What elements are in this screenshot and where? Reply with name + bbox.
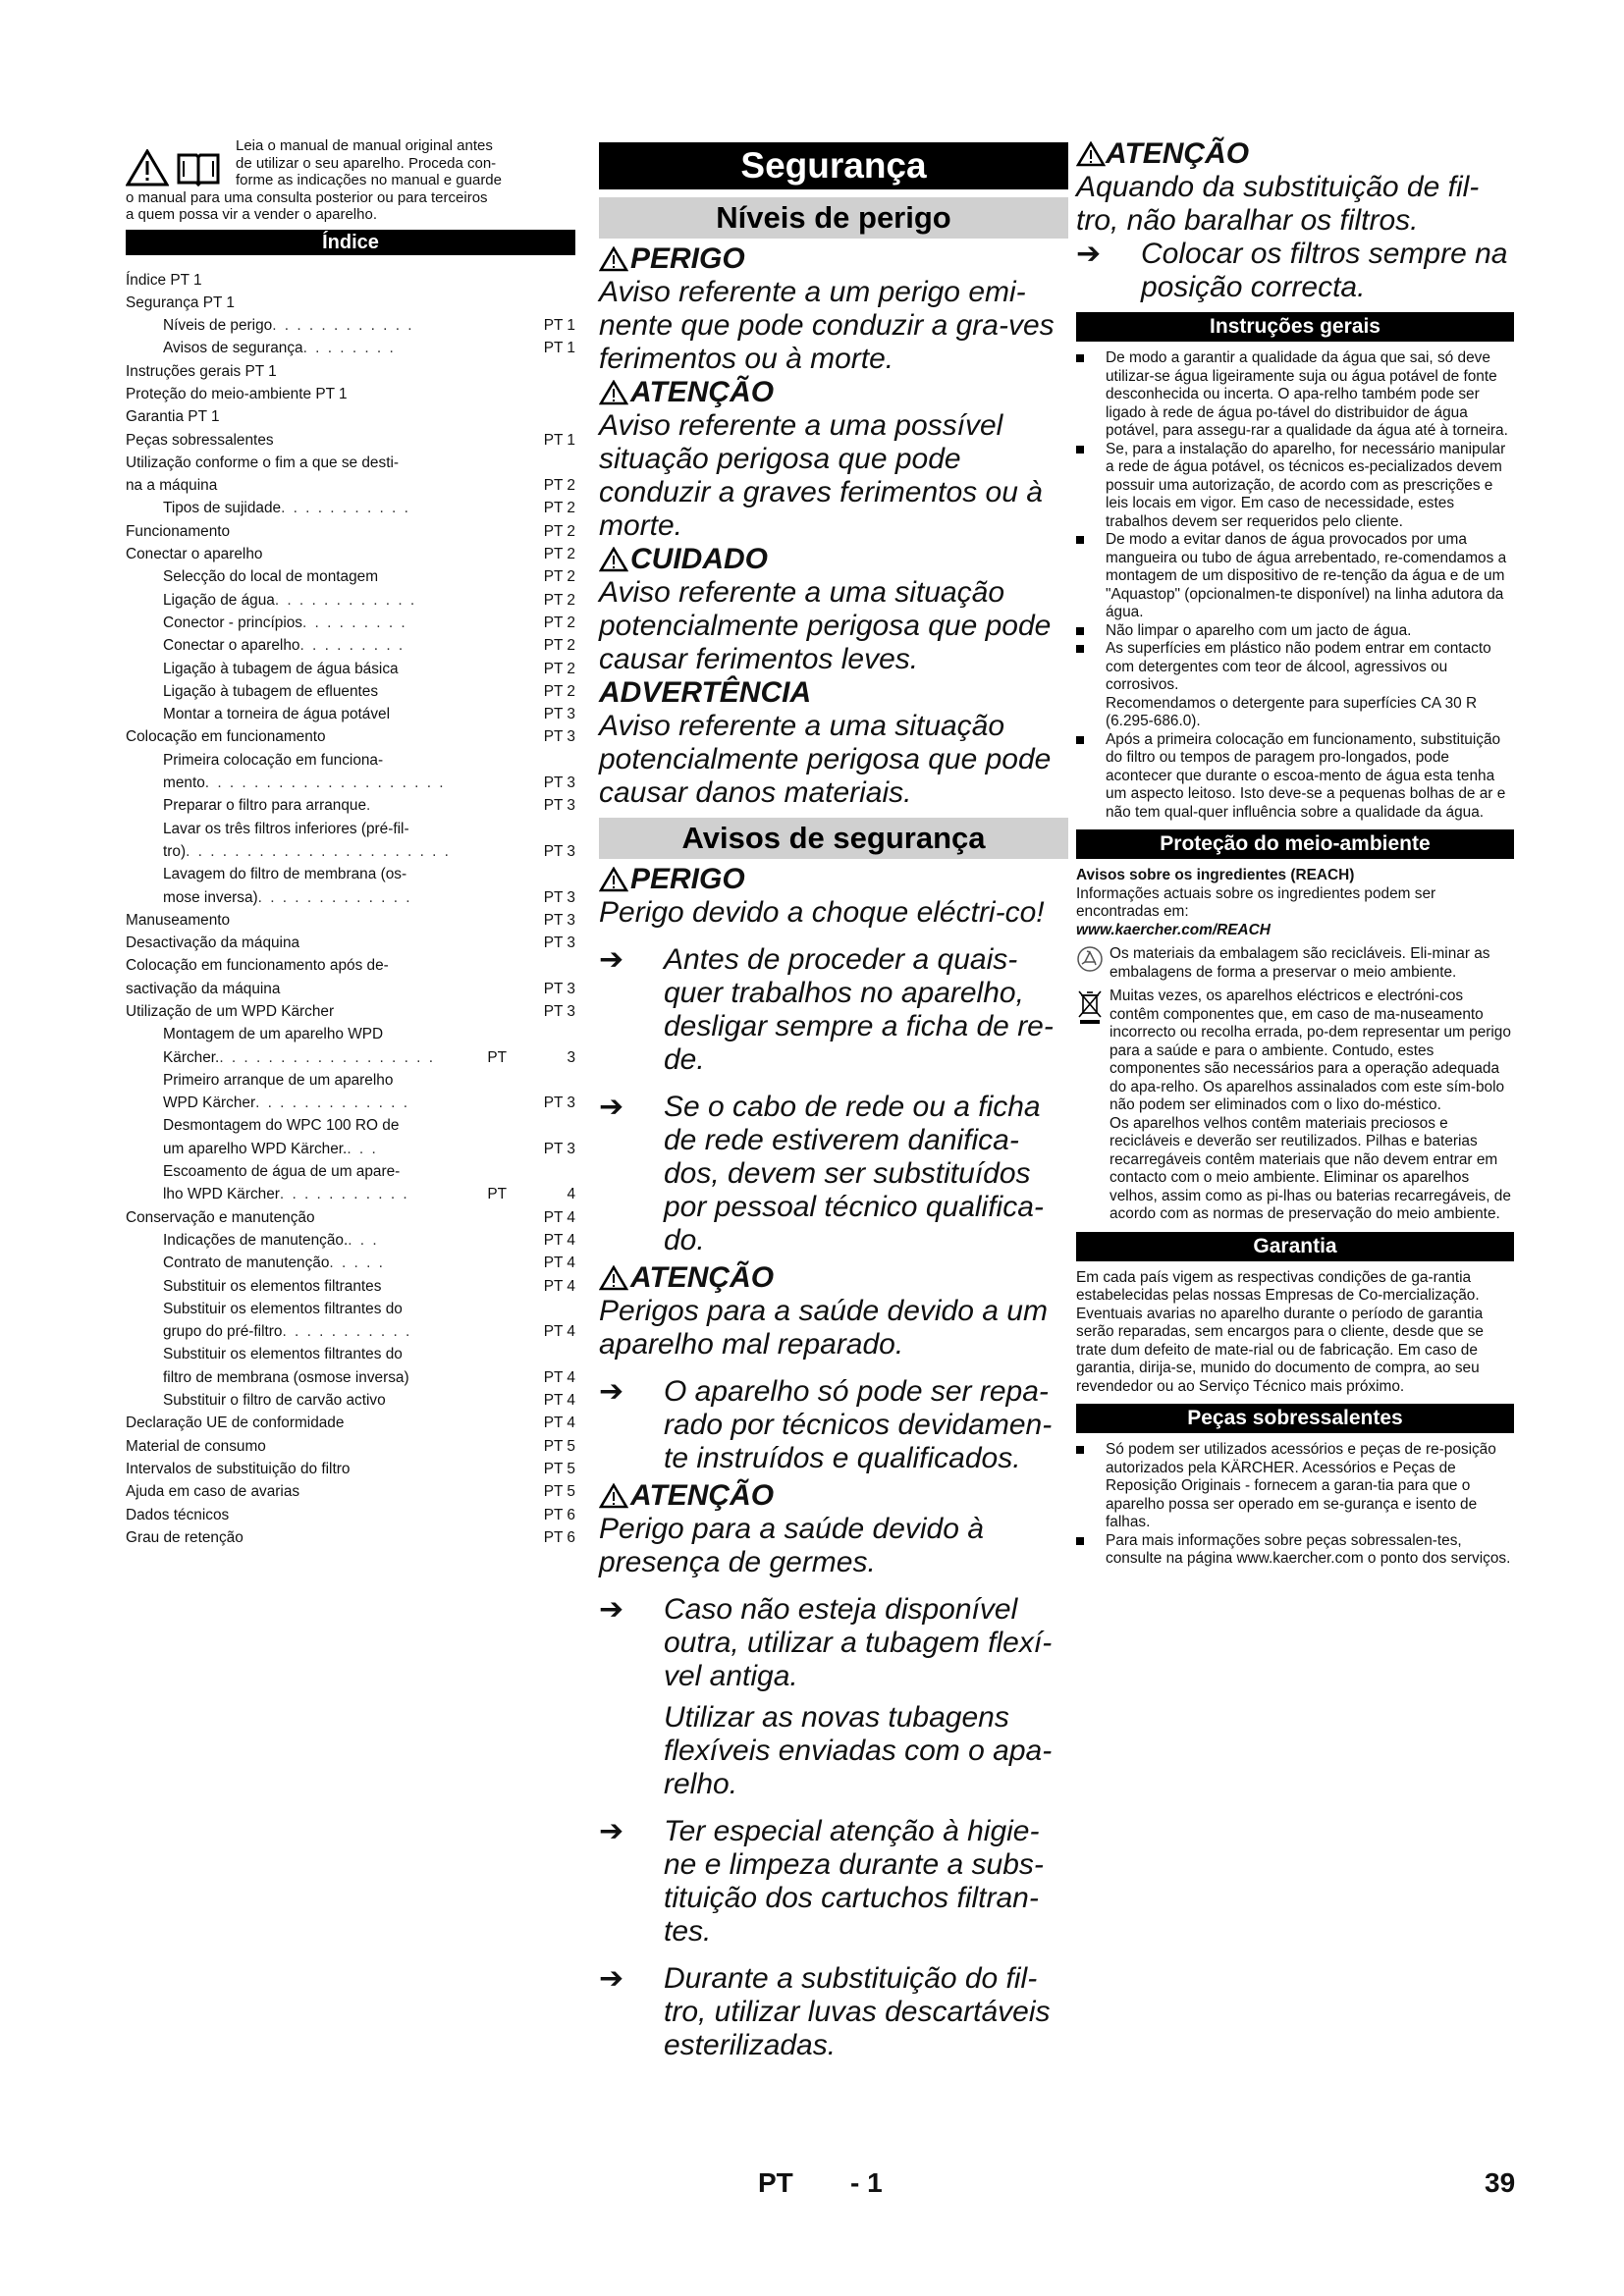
toc-page-ref: PT 2	[543, 614, 575, 631]
toc-entry[interactable]: grupo do pré-filtro . . . . . . . . . . . PT 4	[126, 1320, 575, 1343]
toc-entry[interactable]: Desactivação da máquina PT 3	[126, 932, 575, 954]
toc-page-ref: PT 5	[543, 1460, 575, 1477]
arrow-right-icon: ➔	[599, 943, 624, 976]
toc-page-ref: PT 3	[543, 797, 575, 815]
toc-page-ref: PT 5	[543, 1483, 575, 1501]
toc-page-ref: PT 1	[543, 431, 575, 449]
toc-page-ref: PT 3	[543, 1140, 575, 1157]
instruction-step: ➔ Ter especial atenção à higie-ne e limpeza durante a subs-tituição dos cartuchos filtran-tes.	[599, 1815, 1044, 1948]
toc-entry[interactable]: Proteção do meio-ambiente PT 1	[126, 385, 348, 402]
intro-line: forme as indicações no manual e guarde	[236, 172, 502, 188]
warning-heading-cuidado	[599, 543, 1068, 576]
toc-entry[interactable]: Desmontagem do WPC 100 RO de	[163, 1117, 400, 1135]
weee-note	[1076, 988, 1514, 1224]
manual-book-icon	[175, 149, 222, 187]
list-item: Não limpar o aparelho com um jacto de água.	[1076, 622, 1514, 641]
toc-entry[interactable]: na a máquina PT 2	[126, 474, 575, 497]
index-title: Índice	[126, 230, 575, 255]
warning-label: PERIGO	[630, 242, 745, 275]
reach-text: Informações actuais sobre os ingredientes podem ser encontradas em:	[1076, 884, 1436, 920]
arrow-right-icon: ➔	[599, 1815, 624, 1847]
toc-page-ref: PT 2	[543, 591, 575, 609]
list-item: As superfícies em plástico não podem entrar em contacto com detergentes com teor de álcool, agressivos ou corrosivos.	[1076, 640, 1514, 695]
toc-entry[interactable]: Funcionamento PT 2	[126, 520, 575, 543]
toc-page-ref: PT 3	[543, 1003, 575, 1020]
toc-page-ref: PT 3	[543, 911, 575, 929]
warning-text: Aviso referente a uma possível situação perigosa que pode conduzir a graves ferimentos ou à morte.	[599, 409, 1043, 542]
toc-page-ref: PT 5	[543, 1437, 575, 1455]
subsection-title-danger-levels: Níveis de perigo	[599, 197, 1068, 239]
toc-page-ref: PT 4	[543, 1415, 575, 1432]
arrow-right-icon: ➔	[599, 1091, 624, 1123]
toc-entry[interactable]: Conservação e manutenção PT 4	[126, 1206, 575, 1229]
notice-heading	[1076, 137, 1514, 171]
intro-icons	[126, 149, 234, 188]
toc-page-ref: PT 3	[543, 934, 575, 952]
intro-line: a quem possa vir a vender o aparelho.	[126, 206, 377, 223]
weee-text: Muitas vezes, os aparelhos eléctricos e electróni-cos contêm componentes que, em caso de ma-nuseamento incorrecto ou recolha errada, po-dem representar um perigo para a saúde e para o ambiente. Contudo, estes componentes são necessários para a operação adequada do apa-relho. Os aparelhos assinalados com este sím-bolo não podem ser eliminados com o lixo do-méstico.	[1110, 988, 1511, 1113]
warranty-text: Em cada país vigem as respectivas condições de ga-rantia estabelecidas pelas nossas Empresas de Co-mercialização. Eventuais avarias no aparelho durante o período de garantia serão reparadas, sem encargos para o cliente, desde que se trate dum defeito de mate-rial ou de fabricação. Em caso de garantia, dirija-se, munido do documento de compra, ao seu revendedor ou ao Serviço Técnico mais próximo.	[1076, 1268, 1484, 1395]
toc-entry[interactable]: Montar a torneira de água potável PT 3	[126, 703, 575, 725]
footer-section-page: - 1	[850, 2167, 883, 2198]
crossed-bin-icon	[1076, 988, 1104, 1027]
warning-heading-advertencia	[599, 676, 1068, 710]
section-title-safety: Segurança	[599, 142, 1068, 189]
toc-page-ref: PT 3	[543, 774, 575, 792]
intro-line: de utilizar o seu aparelho. Proceda con-	[236, 154, 497, 172]
toc-entry[interactable]: Montagem de um aparelho WPD	[163, 1026, 384, 1043]
toc-entry[interactable]: Preparar o filtro para arranque . PT 3	[126, 794, 575, 817]
weee-text-2: Os aparelhos velhos contêm materiais preciosos e recicláveis e deverão ser reutilizados. Pilhas e baterias recarregáveis contêm materiais que não devem entrar em contacto com o meio ambiente. Eliminar os aparelhos velhos, assim como as pi-lhas ou baterias recarregáveis, de acordo com as normas de preservação do meio ambiente.	[1110, 1114, 1511, 1222]
toc-entry[interactable]: Primeiro arranque de um aparelho	[163, 1071, 394, 1089]
toc-page-ref: PT 2	[543, 682, 575, 700]
warning-text: Aviso referente a um perigo emi-nente que pode conduzir a gra-ves ferimentos ou à morte.	[599, 276, 1055, 375]
toc-entry[interactable]: Conectar o aparelho . . . . . . . . . PT 2	[126, 634, 575, 657]
recycling-note: Os materiais da embalagem são recicláveis. Eli-minar as embalagens de forma a preservar o meio ambiente.	[1076, 945, 1514, 982]
warning-label: ADVERTÊNCIA	[599, 676, 812, 709]
warning-heading-atencao	[599, 376, 1068, 409]
toc-page-ref: PT 2	[543, 477, 575, 495]
notice-text: Perigo para a saúde devido à presença de germes.	[599, 1513, 984, 1578]
toc-entry[interactable]: Ligação à tubagem de efluentes PT 2	[126, 680, 575, 703]
toc-entry[interactable]: Substituir os elementos filtrantes do	[163, 1300, 403, 1317]
toc-entry[interactable]: Indicações de manutenção. . . . PT 4	[126, 1229, 575, 1252]
toc-page-ref: PT	[487, 1048, 507, 1066]
warning-triangle-icon	[599, 867, 628, 892]
toc-page-ref: PT	[487, 1186, 507, 1203]
toc-page-ref: PT 4	[543, 1208, 575, 1226]
toc-entry[interactable]: Substituir os elementos filtrantes do	[163, 1346, 403, 1363]
instruction-step: ➔ O aparelho só pode ser repa-rado por técnicos devidamen-te instruídos e qualificados.	[599, 1375, 1053, 1474]
warning-label: ATENÇÃO	[630, 1261, 775, 1294]
arrow-right-icon: ➔	[1076, 238, 1102, 270]
intro-block	[126, 137, 575, 224]
toc-entry[interactable]: filtro de membrana (osmose inversa) PT 4	[126, 1366, 575, 1389]
toc-entry[interactable]: Ligação de água . . . . . . . . . . . . PT 2	[126, 589, 575, 612]
left-column	[126, 137, 575, 1549]
toc-entry[interactable]: Colocação em funcionamento PT 3	[126, 725, 575, 748]
notice-text: Aquando da substituição de fil-tro, não baralhar os filtros.	[1076, 171, 1480, 237]
toc-entry[interactable]: lho WPD Kärcher . . . . . . . . . . . PT 4	[126, 1183, 575, 1205]
toc-page-ref: PT 3	[543, 1095, 575, 1112]
toc-entry[interactable]: Índice PT 1	[126, 271, 202, 289]
toc-page-ref: PT 4	[543, 1392, 575, 1410]
toc-entry[interactable]: tro) . . . . . . . . . . . . . . . . . . . . . . PT 3	[126, 840, 575, 863]
subsection-title-safety-notices: Avisos de segurança	[599, 818, 1068, 859]
toc-entry[interactable]: Intervalos de substituição do filtro PT 5	[126, 1458, 575, 1480]
toc-page-ref: PT 2	[543, 500, 575, 517]
toc-entry[interactable]: Declaração UE de conformidade PT 4	[126, 1412, 575, 1434]
notice-heading	[599, 1261, 1068, 1295]
toc-entry[interactable]: Grau de retenção PT 6	[126, 1526, 575, 1549]
toc-page-ref: PT 2	[543, 660, 575, 677]
toc-entry[interactable]: mose inversa) . . . . . . . . . . . . . PT 3	[126, 886, 575, 909]
toc-entry[interactable]: Dados técnicos PT 6	[126, 1504, 575, 1526]
notice-text: Perigos para a saúde devido a um aparelho mal reparado.	[599, 1295, 1048, 1361]
toc-page-ref: PT 2	[543, 568, 575, 586]
warning-label: ATENÇÃO	[630, 1479, 775, 1512]
toc-entry[interactable]: Conectar o aparelho PT 2	[126, 543, 575, 565]
toc-entry[interactable]: Utilização de um WPD Kärcher PT 3	[126, 1000, 575, 1023]
warning-label: ATENÇÃO	[630, 376, 775, 408]
instruction-step: ➔ Caso não esteja disponível outra, utilizar a tubagem flexí-vel antiga.	[599, 1593, 1053, 1692]
notice-heading	[599, 1479, 1068, 1513]
section-title-warranty: Garantia	[1076, 1232, 1514, 1261]
toc-entry[interactable]: Colocação em funcionamento após de-	[126, 957, 389, 975]
toc-entry[interactable]: Substituir os elementos filtrantes PT 4	[126, 1275, 575, 1298]
toc-entry[interactable]: um aparelho WPD Kärcher. . . . PT 3	[126, 1138, 575, 1160]
toc-entry[interactable]: Garantia PT 1	[126, 408, 220, 426]
section-title-environment: Proteção do meio-ambiente	[1076, 829, 1514, 859]
toc-page-ref: PT 4	[543, 1368, 575, 1386]
toc-page-ref: PT 2	[543, 637, 575, 655]
toc-page-ref: PT 4	[543, 1323, 575, 1341]
toc-page-ref: PT 4	[543, 1277, 575, 1295]
reach-link[interactable]: www.kaercher.com/REACH	[1076, 921, 1271, 938]
toc-entry[interactable]: Segurança PT 1	[126, 294, 235, 311]
toc-page-ref: PT 2	[543, 522, 575, 540]
toc-entry[interactable]: Primeira colocação em funciona-	[163, 751, 384, 769]
list-item: Só podem ser utilizados acessórios e peças de re-posição autorizados pela KÄRCHER. Acessórios e Peças de Reposição Originais - fornecem a garan-tia para que o aparelho possa ser operado em se-gurança e isento de falhas.	[1076, 1441, 1514, 1532]
footer-language: PT	[758, 2167, 793, 2198]
toc-page-ref: PT 3	[543, 980, 575, 997]
arrow-right-icon: ➔	[599, 1375, 624, 1408]
list-item: Se, para a instalação do aparelho, for necessário manipular a rede de água potável, os técnicos es-pecializados devem possuir uma autorização, de acordo com as prescrições e leis locais em vigor. Em caso de necessidade, estes trabalhos devem ser requeridos pelo cliente.	[1076, 441, 1514, 532]
toc-entry[interactable]: Instruções gerais PT 1	[126, 362, 277, 380]
instruction-step: ➔ Antes de proceder a quais-quer trabalhos no aparelho, desligar sempre a ficha de re-de.	[599, 943, 1054, 1076]
warning-triangle-icon	[599, 1265, 628, 1291]
instruction-step: ➔ Se o cabo de rede ou a ficha de rede estiverem danifica-dos, devem ser substituídos por pessoal técnico qualifica-do.	[599, 1091, 1044, 1256]
toc-entry[interactable]: Escoamento de água de um apare-	[163, 1163, 401, 1181]
warning-triangle-icon	[599, 1483, 628, 1509]
toc-page-ref: PT 4	[543, 1255, 575, 1272]
arrow-right-icon: ➔	[599, 1593, 624, 1626]
warning-triangle-icon	[599, 547, 628, 572]
toc-entry[interactable]: Manuseamento PT 3	[126, 909, 575, 932]
toc-entry[interactable]: Conector - princípios . . . . . . . . . PT 2	[126, 612, 575, 634]
page-number: 39	[1485, 2167, 1516, 2198]
toc-entry[interactable]: Lavagem do filtro de membrana (os-	[163, 866, 407, 883]
arrow-right-icon: ➔	[599, 1962, 624, 1995]
middle-column	[599, 137, 1068, 2062]
toc-page-ref: PT 3	[543, 728, 575, 746]
general-instructions-list	[1076, 349, 1514, 822]
right-column	[1076, 137, 1514, 1569]
recycle-icon	[1076, 945, 1104, 973]
toc-page-ref: PT 6	[543, 1506, 575, 1523]
instruction-step-continued: Utilizar as novas tubagens flexíveis enviadas com o apa-relho.	[664, 1701, 1053, 1800]
toc-entry[interactable]: Avisos de segurança . . . . . . . . PT 1	[126, 337, 575, 359]
toc-page-ref: PT 2	[543, 546, 575, 563]
toc-page-ref: PT 3	[543, 706, 575, 723]
toc-page-ref: PT 3	[543, 888, 575, 906]
toc-entry[interactable]: Contrato de manutenção . . . . . PT 4	[126, 1252, 575, 1274]
warning-triangle-icon	[126, 149, 169, 187]
warning-triangle-icon	[599, 380, 628, 405]
warning-label: PERIGO	[630, 863, 745, 895]
toc-page-ref: PT 1	[543, 317, 575, 335]
warning-text: Aviso referente a uma situação potencialmente perigosa que pode causar danos materiais.	[599, 710, 1052, 809]
notice-text: Perigo devido a choque eléctri-co!	[599, 896, 1045, 929]
list-item: De modo a garantir a qualidade da água que sai, só deve utilizar-se água ligeiramente suja ou água potável de fonte desconhecida ou incerta. O apa-relho também pode ser ligado à rede de água po-tável do distribuidor de água potável, para assegu-rar a qualidade da água até à torneira.	[1076, 349, 1514, 441]
list-item: De modo a evitar danos de água provocados por uma mangueira ou tubo de água arrebentado, re-comendamos a montagem de um dispositivo de re-tenção da água e de um "Aquastop" (opcionalmen-te disponível) na linha adutora da água.	[1076, 531, 1514, 622]
toc-entry[interactable]: Ajuda em caso de avarias PT 5	[126, 1480, 575, 1503]
list-item-note: Recomendamos o detergente para superfícies CA 30 R (6.295-686.0).	[1106, 694, 1478, 729]
list-item: Após a primeira colocação em funcionamento, substituição do filtro ou tempos de paragem pro-longados, pode acontecer que durante o escoa-mento de água esta tenha um aspecto leitoso. Isto deve-se a pequenas bolhas de ar e não tem qual-quer influência sobre a qualidade da água.	[1076, 731, 1514, 823]
section-title-spare-parts: Peças sobressalentes	[1076, 1404, 1514, 1433]
toc-entry[interactable]: sactivação da máquina PT 3	[126, 978, 575, 1000]
warning-label: CUIDADO	[630, 543, 768, 575]
instruction-step: ➔ Colocar os filtros sempre na posição correcta.	[1076, 238, 1508, 303]
toc-page-ref: PT 4	[543, 1231, 575, 1249]
toc-entry[interactable]: Utilização conforme o fim a que se desti-	[126, 454, 400, 471]
spare-parts-list	[1076, 1441, 1514, 1569]
toc-page-ref: PT 3	[543, 842, 575, 860]
instruction-step: ➔ Durante a substituição do fil-tro, utilizar luvas descartáveis esterilizadas.	[599, 1962, 1051, 2061]
toc-entry[interactable]: Ligação à tubagem de água básica PT 2	[126, 658, 575, 680]
toc-entry[interactable]: Níveis de perigo . . . . . . . . . . . . PT 1	[126, 314, 575, 337]
intro-line: Leia o manual de manual original antes	[236, 137, 493, 154]
warning-heading-perigo	[599, 242, 1068, 276]
notice-heading	[599, 863, 1068, 896]
toc-entry[interactable]: Peças sobressalentes PT 1	[126, 429, 575, 452]
toc-entry[interactable]: Kärcher. . . . . . . . . . . . . . . . . . . PT 3	[126, 1046, 575, 1069]
toc-entry[interactable]: Tipos de sujidade . . . . . . . . . . . PT 2	[126, 497, 575, 519]
intro-line: o manual para uma consulta posterior ou para terceiros	[126, 188, 488, 206]
list-item: Para mais informações sobre peças sobressalen-tes, consulte na página www.kaercher.com o ponto dos serviços.	[1076, 1532, 1514, 1569]
toc-entry[interactable]: Substituir o filtro de carvão activo PT 4	[126, 1389, 575, 1412]
warning-label: ATENÇÃO	[1106, 137, 1250, 170]
toc-page-ref: PT 6	[543, 1528, 575, 1546]
toc-entry[interactable]: Lavar os três filtros inferiores (pré-fil-	[163, 820, 409, 837]
toc-entry[interactable]: Material de consumo PT 5	[126, 1435, 575, 1458]
toc-page-ref: PT 1	[543, 340, 575, 357]
warning-triangle-icon	[1076, 141, 1106, 167]
warning-triangle-icon	[599, 246, 628, 272]
toc-entry[interactable]: mento . . . . . . . . . . . . . . . . . . . . PT 3	[126, 772, 575, 794]
reach-heading: Avisos sobre os ingredientes (REACH)	[1076, 867, 1355, 883]
toc-entry[interactable]: WPD Kärcher . . . . . . . . . . . . . PT 3	[126, 1092, 575, 1114]
warning-text: Aviso referente a uma situação potencialmente perigosa que pode causar ferimentos leves.	[599, 576, 1052, 675]
section-title-general-instructions: Instruções gerais	[1076, 312, 1514, 342]
table-of-contents	[126, 269, 575, 1550]
toc-entry[interactable]: Selecção do local de montagem PT 2	[126, 565, 575, 588]
